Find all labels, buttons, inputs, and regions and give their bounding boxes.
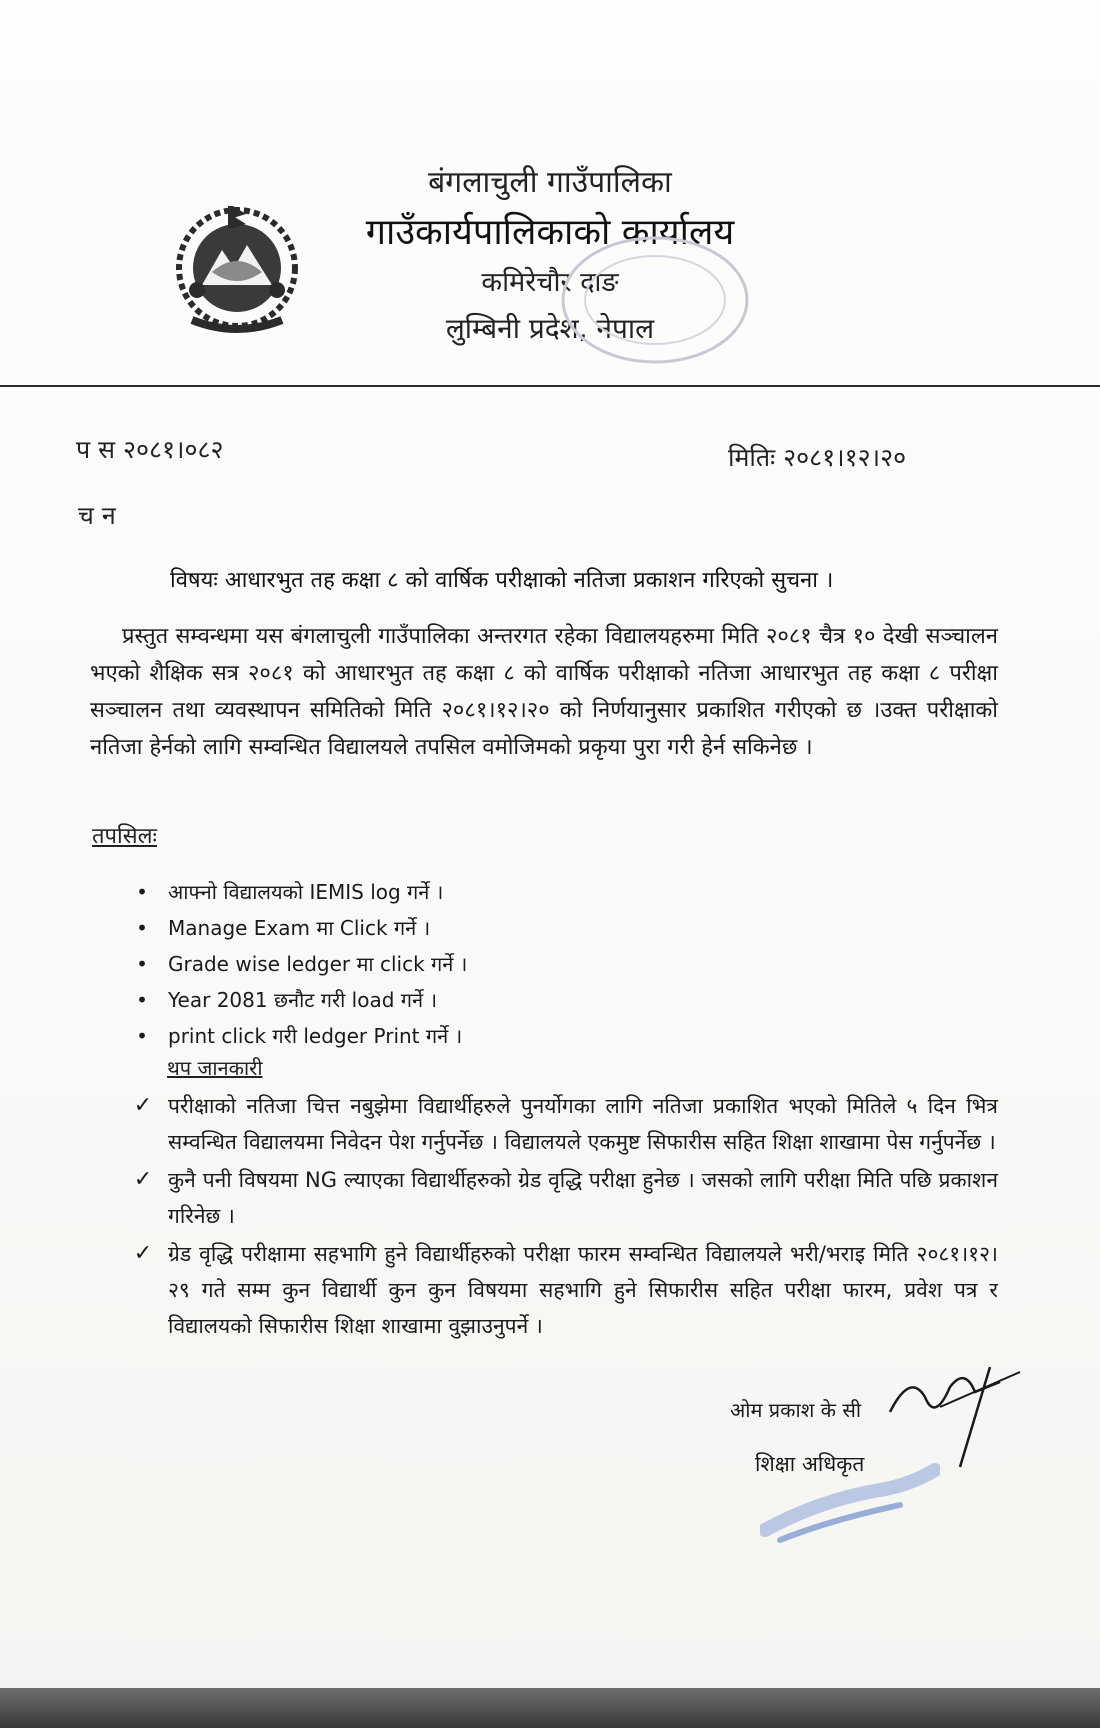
tapasil-heading: तपसिलः: [92, 824, 157, 849]
office-stamp-icon: [555, 230, 755, 370]
list-item: • Year 2081 छनौट गरी load गर्ने ।: [130, 982, 467, 1018]
nepal-emblem-icon: [162, 190, 312, 340]
official-stamp-icon: [760, 1460, 940, 1550]
list-item: • आफ्नो विद्यालयको IEMIS log गर्ने ।: [130, 874, 467, 910]
body-text: प्रस्तुत सम्वन्धमा यस बंगलाचुली गाउँपालिका अन्तरगत रहेका विद्यालयहरुमा मिति २०८१ चैत्र १० देखी सञ्चालन भएको शैक्षिक सत्र २०८१ को आधारभुत तह कक्षा ८ को वार्षिक परीक्षाको नतिजा आधारभुत तह कक्षा ८ परीक्षा सञ्चालन तथा व्यवस्थापन समितिको मिति २०८१।१२।२० को निर्णयानुसार प्रकाशित गरीएको छ ।उक्त परीक्षाको नतिजा हेर्नको लागि सम्वन्धित विद्यालयले तपसिल वमोजिमको प्रकृया पुरा गरी हेर्न सकिनेछ ।: [90, 624, 998, 760]
signature-icon: [880, 1352, 1030, 1472]
signatory-name: ओम प्रकाश के सी: [730, 1398, 862, 1422]
list-item: • Manage Exam मा Click गर्ने ।: [130, 910, 467, 946]
bullet-icon: •: [136, 880, 148, 904]
list-item: ✓ कुनै पनी विषयमा NG ल्याएका विद्यार्थीहरुको ग्रेड वृद्धि परीक्षा हुनेछ । जसको लागि परीक्षा मिति पछि प्रकाशन गरिनेछ ।: [130, 1162, 998, 1234]
steps-list: [130, 874, 467, 1054]
office-province: लुम्बिनी प्रदेश, नेपाल: [445, 312, 655, 345]
header-divider: [0, 385, 1100, 387]
list-item: • print click गरी ledger Print गर्ने ।: [130, 1018, 467, 1054]
municipality-name: बंगलाचुली गाउँपालिका: [428, 165, 672, 200]
check-icon: ✓: [133, 1167, 153, 1192]
office-location: कमिरेचौर दाङ: [481, 267, 619, 298]
subject-line: विषयः आधारभुत तह कक्षा ८ को वार्षिक परीक्षाको नतिजा प्रकाशन गरिएको सुचना ।: [170, 568, 834, 593]
dispatch-number: च न: [78, 501, 116, 530]
bullet-icon: •: [136, 1024, 148, 1048]
scan-edge-shadow: [0, 1688, 1100, 1728]
reference-number: प स २०८१।०८२: [76, 435, 224, 464]
bullet-icon: •: [136, 988, 148, 1012]
body-paragraph: [90, 618, 998, 766]
check-icon: ✓: [133, 1093, 153, 1118]
extra-info-heading: थप जानकारी: [167, 1056, 263, 1080]
bullet-icon: •: [136, 952, 148, 976]
check-icon: ✓: [133, 1241, 153, 1266]
signatory-title: शिक्षा अधिकृत: [755, 1452, 865, 1476]
letter-date: मितिः २०८१।१२।२०: [728, 443, 907, 472]
bullet-icon: •: [136, 916, 148, 940]
list-item: • Grade wise ledger मा click गर्ने ।: [130, 946, 467, 982]
list-item: ✓ परीक्षाको नतिजा चित्त नबुझेमा विद्यार्थीहरुले पुनर्योगका लागि नतिजा प्रकाशित भएको मितिले ५ दिन भित्र सम्वन्धित विद्यालयमा निवेदन पेश गर्नुपर्नेछ । विद्यालयले एकमुष्ट सिफारीस सहित शिक्षा शाखामा पेस गर्नुपर्नेछ ।: [130, 1088, 998, 1160]
list-item: ✓ ग्रेड वृद्धि परीक्षामा सहभागि हुने विद्यार्थीहरुको परीक्षा फारम सम्वन्धित विद्यालयले भरी/भराइ मिति २०८१।१२।२९ गते सम्म कुन विद्यार्थी कुन कुन विषयमा सहभागि हुने सिफारीस सहित परीक्षा फारम, प्रवेश पत्र र विद्यालयको सिफारीस शिक्षा शाखामा वुझाउनुपर्ने ।: [130, 1236, 998, 1344]
office-name: गाउँकार्यपालिकाको कार्यालय: [365, 212, 735, 253]
notes-list: [130, 1088, 998, 1346]
